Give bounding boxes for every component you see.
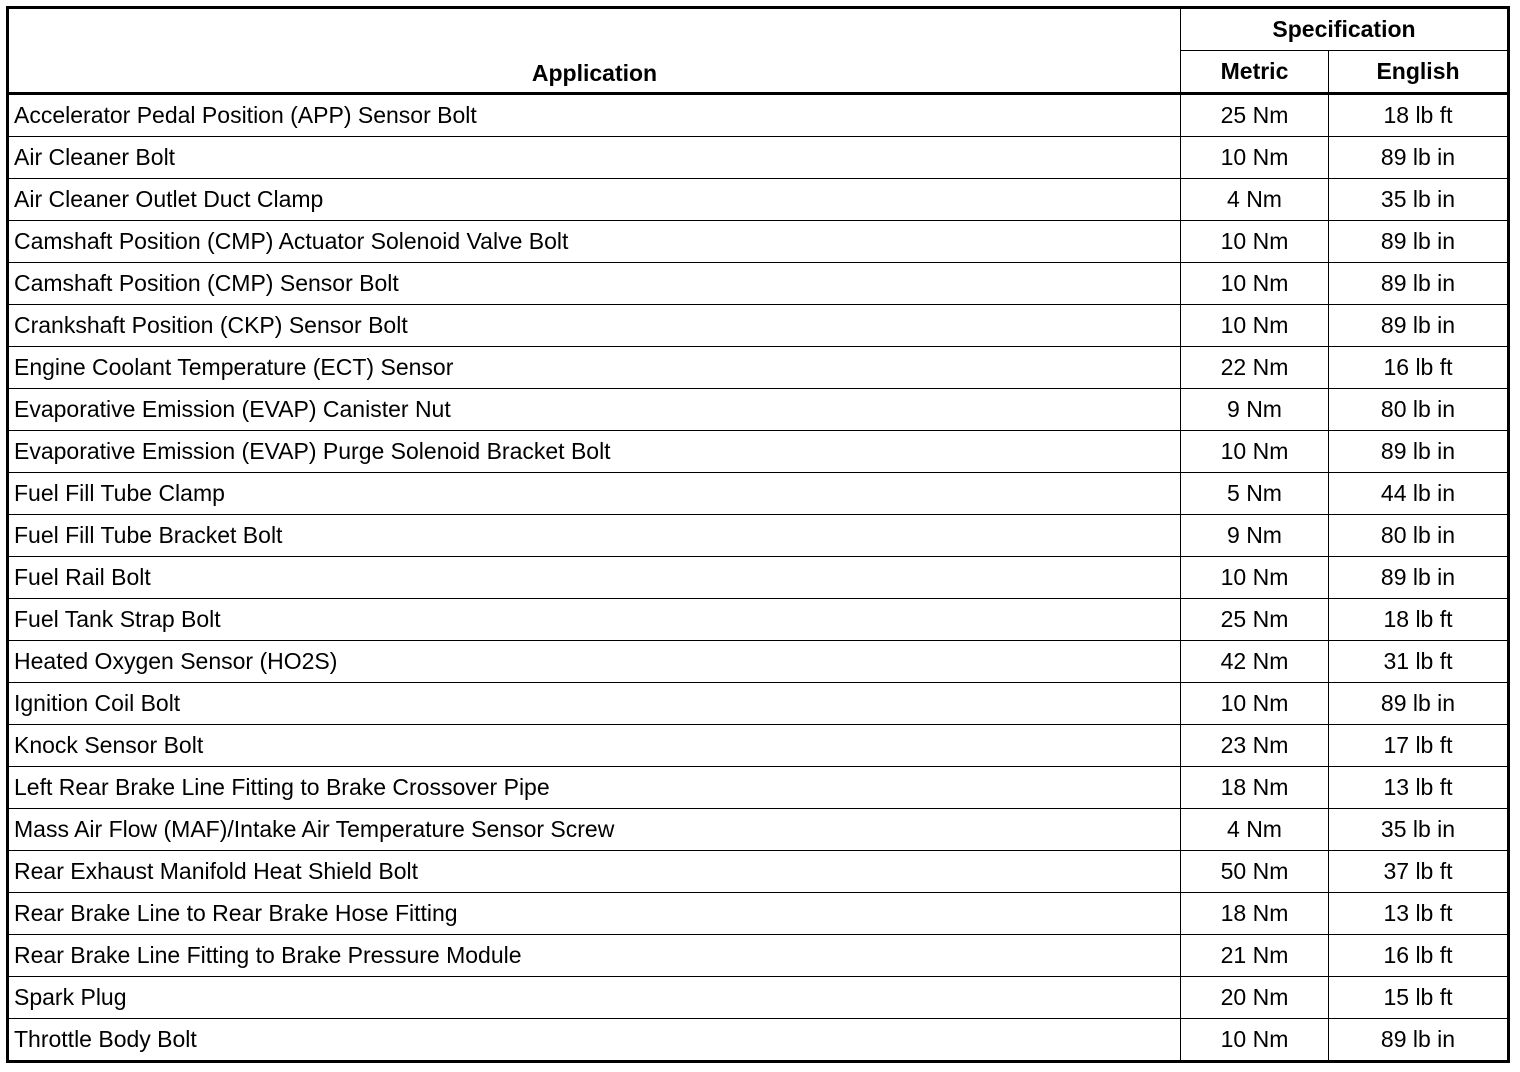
cell-application: Rear Exhaust Manifold Heat Shield Bolt	[8, 851, 1181, 893]
table-row	[8, 431, 1509, 473]
column-header-specification: Specification	[1181, 8, 1509, 51]
cell-application: Spark Plug	[8, 977, 1181, 1019]
cell-metric: 10 Nm	[1181, 305, 1329, 347]
cell-english: 80 lb in	[1329, 515, 1509, 557]
cell-english: 18 lb ft	[1329, 599, 1509, 641]
table-row	[8, 935, 1509, 977]
table-row	[8, 809, 1509, 851]
cell-application: Rear Brake Line to Rear Brake Hose Fitting	[8, 893, 1181, 935]
cell-english: 17 lb ft	[1329, 725, 1509, 767]
table-row	[8, 641, 1509, 683]
table-row	[8, 221, 1509, 263]
cell-metric: 22 Nm	[1181, 347, 1329, 389]
cell-metric: 21 Nm	[1181, 935, 1329, 977]
cell-metric: 50 Nm	[1181, 851, 1329, 893]
cell-english: 89 lb in	[1329, 221, 1509, 263]
cell-english: 35 lb in	[1329, 809, 1509, 851]
table-row	[8, 683, 1509, 725]
cell-metric: 18 Nm	[1181, 767, 1329, 809]
cell-english: 89 lb in	[1329, 263, 1509, 305]
table-row	[8, 557, 1509, 599]
column-header-english: English	[1329, 51, 1509, 94]
cell-metric: 10 Nm	[1181, 221, 1329, 263]
torque-spec-table	[6, 6, 1510, 1063]
cell-application: Engine Coolant Temperature (ECT) Sensor	[8, 347, 1181, 389]
table-row	[8, 599, 1509, 641]
cell-english: 89 lb in	[1329, 683, 1509, 725]
cell-english: 89 lb in	[1329, 137, 1509, 179]
table-row	[8, 977, 1509, 1019]
table-row	[8, 473, 1509, 515]
cell-metric: 20 Nm	[1181, 977, 1329, 1019]
cell-english: 18 lb ft	[1329, 94, 1509, 137]
cell-application: Fuel Tank Strap Bolt	[8, 599, 1181, 641]
cell-application: Air Cleaner Bolt	[8, 137, 1181, 179]
cell-application: Heated Oxygen Sensor (HO2S)	[8, 641, 1181, 683]
table-row	[8, 94, 1509, 137]
cell-metric: 25 Nm	[1181, 599, 1329, 641]
cell-english: 13 lb ft	[1329, 767, 1509, 809]
cell-metric: 23 Nm	[1181, 725, 1329, 767]
cell-metric: 42 Nm	[1181, 641, 1329, 683]
cell-english: 15 lb ft	[1329, 977, 1509, 1019]
table-body	[8, 94, 1509, 1062]
cell-application: Left Rear Brake Line Fitting to Brake Crossover Pipe	[8, 767, 1181, 809]
table-row	[8, 767, 1509, 809]
cell-metric: 10 Nm	[1181, 1019, 1329, 1062]
cell-application: Throttle Body Bolt	[8, 1019, 1181, 1062]
cell-application: Mass Air Flow (MAF)/Intake Air Temperature Sensor Screw	[8, 809, 1181, 851]
cell-english: 89 lb in	[1329, 305, 1509, 347]
cell-english: 89 lb in	[1329, 1019, 1509, 1062]
cell-application: Air Cleaner Outlet Duct Clamp	[8, 179, 1181, 221]
cell-metric: 4 Nm	[1181, 809, 1329, 851]
cell-application: Fuel Fill Tube Clamp	[8, 473, 1181, 515]
cell-english: 89 lb in	[1329, 431, 1509, 473]
cell-application: Rear Brake Line Fitting to Brake Pressure Module	[8, 935, 1181, 977]
cell-application: Camshaft Position (CMP) Sensor Bolt	[8, 263, 1181, 305]
cell-metric: 18 Nm	[1181, 893, 1329, 935]
cell-english: 13 lb ft	[1329, 893, 1509, 935]
cell-metric: 5 Nm	[1181, 473, 1329, 515]
cell-metric: 10 Nm	[1181, 137, 1329, 179]
cell-metric: 10 Nm	[1181, 557, 1329, 599]
table-row	[8, 893, 1509, 935]
table-row	[8, 179, 1509, 221]
table-row	[8, 305, 1509, 347]
table-row	[8, 1019, 1509, 1062]
cell-application: Knock Sensor Bolt	[8, 725, 1181, 767]
cell-application: Evaporative Emission (EVAP) Canister Nut	[8, 389, 1181, 431]
cell-english: 44 lb in	[1329, 473, 1509, 515]
table-row	[8, 389, 1509, 431]
column-header-metric: Metric	[1181, 51, 1329, 94]
cell-metric: 10 Nm	[1181, 431, 1329, 473]
cell-metric: 10 Nm	[1181, 683, 1329, 725]
cell-metric: 25 Nm	[1181, 94, 1329, 137]
cell-application: Evaporative Emission (EVAP) Purge Solenoid Bracket Bolt	[8, 431, 1181, 473]
table-header	[8, 8, 1509, 94]
cell-metric: 9 Nm	[1181, 389, 1329, 431]
cell-application: Camshaft Position (CMP) Actuator Solenoid Valve Bolt	[8, 221, 1181, 263]
cell-application: Crankshaft Position (CKP) Sensor Bolt	[8, 305, 1181, 347]
cell-application: Fuel Rail Bolt	[8, 557, 1181, 599]
table-row	[8, 347, 1509, 389]
cell-english: 31 lb ft	[1329, 641, 1509, 683]
cell-metric: 4 Nm	[1181, 179, 1329, 221]
cell-english: 16 lb ft	[1329, 935, 1509, 977]
table-row	[8, 851, 1509, 893]
cell-english: 89 lb in	[1329, 557, 1509, 599]
cell-metric: 9 Nm	[1181, 515, 1329, 557]
table-row	[8, 263, 1509, 305]
cell-english: 37 lb ft	[1329, 851, 1509, 893]
cell-application: Ignition Coil Bolt	[8, 683, 1181, 725]
table-row	[8, 515, 1509, 557]
cell-english: 80 lb in	[1329, 389, 1509, 431]
cell-english: 35 lb in	[1329, 179, 1509, 221]
cell-application: Accelerator Pedal Position (APP) Sensor Bolt	[8, 94, 1181, 137]
column-header-application: Application	[8, 8, 1181, 94]
table-row	[8, 725, 1509, 767]
table-row	[8, 137, 1509, 179]
cell-application: Fuel Fill Tube Bracket Bolt	[8, 515, 1181, 557]
cell-metric: 10 Nm	[1181, 263, 1329, 305]
cell-english: 16 lb ft	[1329, 347, 1509, 389]
